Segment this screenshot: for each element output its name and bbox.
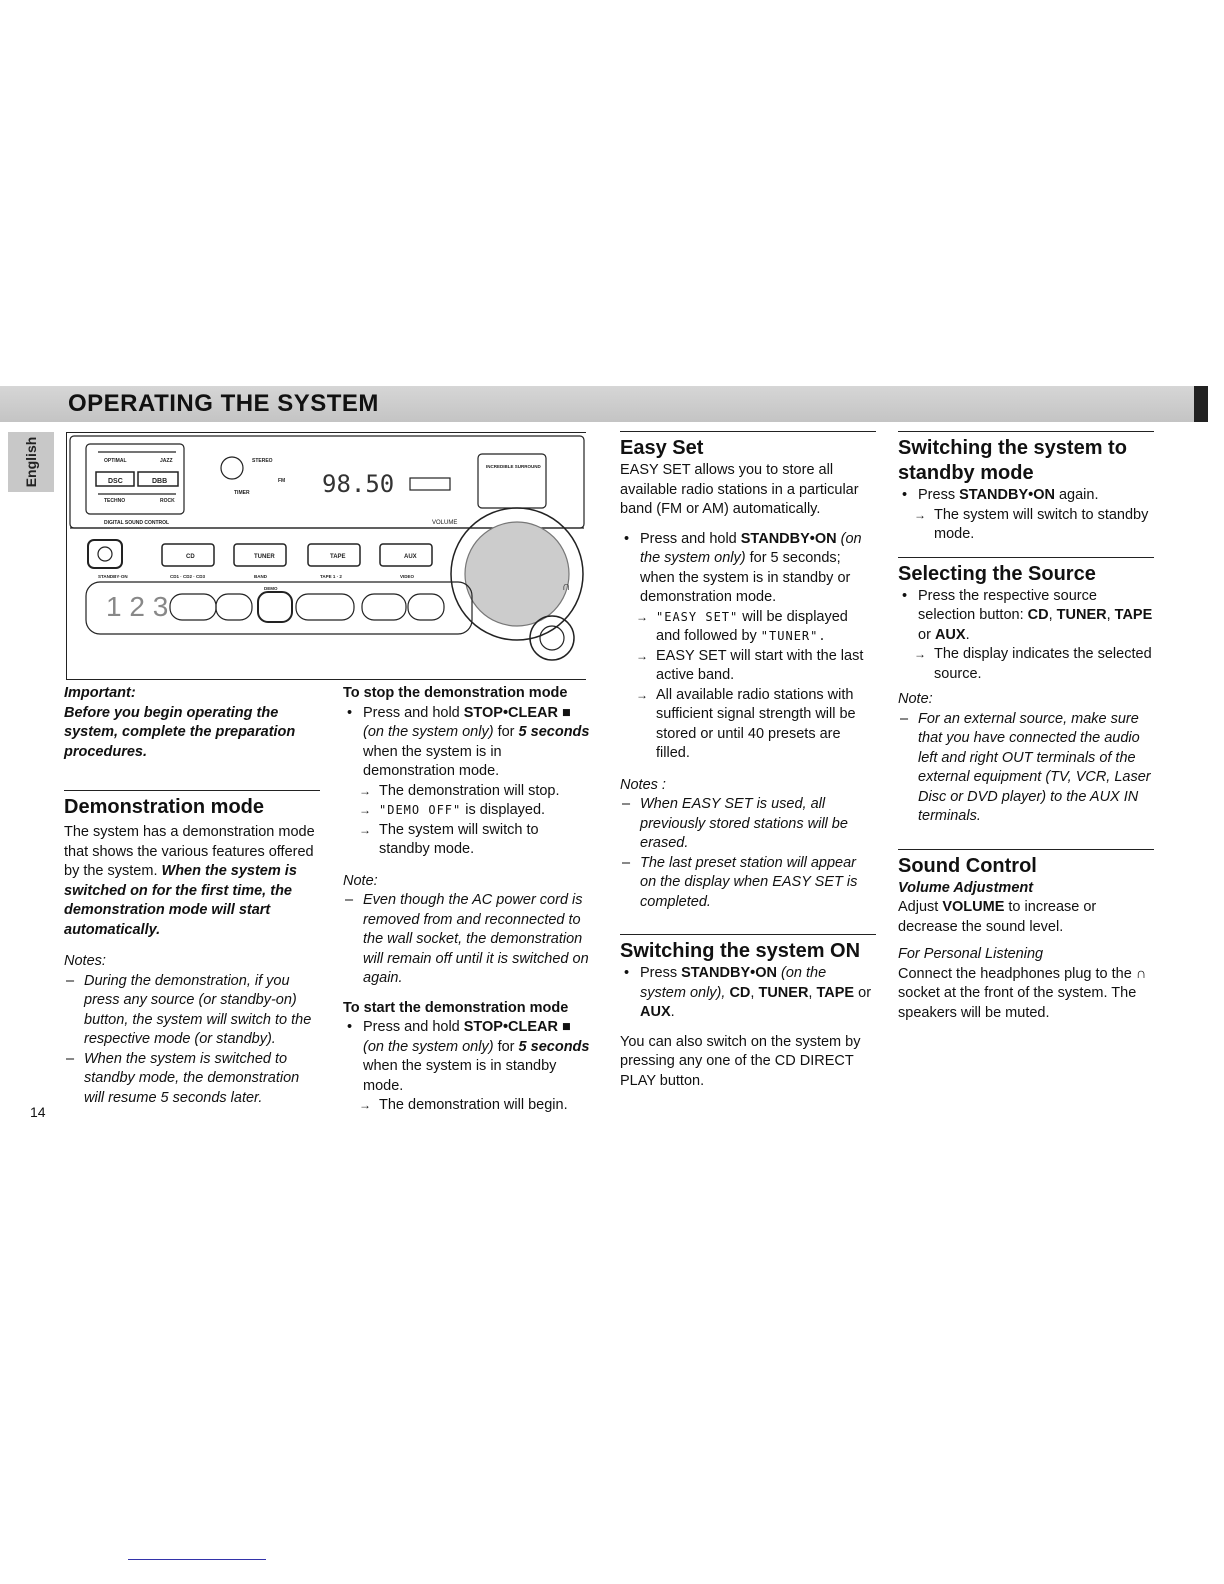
button-tape: TAPE xyxy=(330,554,346,560)
cd-sublabel: CD1 · CD2 · CD3 xyxy=(170,574,206,579)
standby-heading: Switching the system to standby mode xyxy=(898,437,1127,484)
display-digits: 98.50 xyxy=(322,470,395,498)
surround-label: INCREDIBLE SURROUND xyxy=(486,464,541,469)
device-illustration xyxy=(66,432,596,680)
stop-note-label: Note: xyxy=(343,872,378,889)
standby-sublabel: STANDBY·ON xyxy=(98,574,128,579)
stop-step: • Press and hold STOP•CLEAR ■ (on the system only) for 5 seconds when the system is in demonstration mode. xyxy=(343,704,591,782)
column-2 xyxy=(343,684,591,1116)
demo-label: DEMO xyxy=(264,586,278,591)
easy-note-1: – When EASY SET is used, all previously stored stations will be erased. xyxy=(620,795,876,854)
sound-heading-rule xyxy=(898,849,1154,879)
button-aux: AUX xyxy=(404,554,417,560)
personal-subheading: For Personal Listening xyxy=(898,946,1044,962)
standby-result: → The system will switch to standby mode. xyxy=(898,506,1154,545)
source-result: → The display indicates the selected source. xyxy=(898,645,1154,684)
demo-note-2: – When the system is switched to standby mode, the demonstration will resume 5 seconds later. xyxy=(64,1050,320,1109)
source-step: • Press the respective source selection button: CD, TUNER, TAPE or AUX. xyxy=(898,587,1154,646)
band-sublabel: BAND xyxy=(254,574,267,579)
device-label-jazz: JAZZ xyxy=(160,458,173,464)
easy-result-1: → "EASY SET" will be displayed and followed by "TUNER". xyxy=(620,608,876,647)
standby-step: • Press STANDBY•ON again. xyxy=(898,486,1154,506)
footer-line xyxy=(128,1559,266,1560)
demo-text-1: The system has a demonstration mode that shows the various features offered by the system. xyxy=(64,824,315,879)
device-label-dsc: DSC xyxy=(108,478,123,485)
button-cd: CD xyxy=(186,554,195,560)
demo-note-1: – During the demonstration, if you press any source (or standby-on) button, the system will switch to the respective mode (or standby). xyxy=(64,972,320,1050)
sound-heading: Sound Control xyxy=(898,854,1037,877)
important-title: Important: xyxy=(64,685,136,701)
volume-subheading: Volume Adjustment xyxy=(898,879,1034,896)
easy-text: EASY SET allows you to store all available radio stations in a particular band (FM or AM) automatically. xyxy=(620,462,859,517)
section-banner xyxy=(0,386,1208,422)
easy-heading: Easy Set xyxy=(620,437,704,459)
easy-note-2: – The last preset station will appear on the display when EASY SET is completed. xyxy=(620,854,876,913)
column-3 xyxy=(620,431,876,1091)
start-heading: To start the demonstration mode xyxy=(343,999,569,1016)
stop-result-2: → "DEMO OFF" is displayed. xyxy=(343,801,591,821)
easy-notes-label: Notes : xyxy=(620,776,666,793)
source-heading: Selecting the Source xyxy=(898,562,1096,585)
on-heading: Switching the system ON xyxy=(620,940,861,962)
stop-result-1: → The demonstration will stop. xyxy=(343,782,591,802)
stop-result-3: → The system will switch to standby mode. xyxy=(343,821,591,860)
sound-control-label: DIGITAL SOUND CONTROL xyxy=(104,520,170,526)
button-tuner: TUNER xyxy=(254,554,275,560)
tape-sublabel: TAPE 1 · 2 xyxy=(320,574,342,579)
language-tab xyxy=(8,432,54,492)
start-result-1: → The demonstration will begin. xyxy=(343,1096,591,1116)
device-label-dbb: DBB xyxy=(152,478,168,485)
on-text: You can also switch on the system by pressing any one of the CD DIRECT PLAY button. xyxy=(620,1033,861,1089)
demo-heading: Demonstration mode xyxy=(64,796,265,818)
column-4 xyxy=(898,431,1154,1023)
stop-heading: To stop the demonstration mode xyxy=(343,685,568,701)
video-sublabel: VIDEO xyxy=(400,574,415,579)
demo-notes-label: Notes: xyxy=(64,953,106,969)
easy-result-3: → All available radio stations with sufficient signal strength will be stored or until 40 presets are filled. xyxy=(620,686,876,764)
on-step: • Press STANDBY•ON (on the system only), CD, TUNER, TAPE or AUX. xyxy=(620,964,876,1023)
source-note: – For an external source, make sure that you have connected the audio left and right OUT terminals of the external equipment (TV, VCR, Laser Disc or DVD player) to the AUX IN terminals. xyxy=(898,710,1154,827)
page-number: 14 xyxy=(30,1104,46,1120)
volume-text: Adjust VOLUME to increase or decrease the sound level. xyxy=(898,899,1097,935)
stop-note: – Even though the AC power cord is removed from and reconnected to the wall socket, the demonstration will remain off until it is switched on again. xyxy=(343,891,591,989)
fm-label: FM xyxy=(278,478,286,484)
start-step: • Press and hold STOP•CLEAR ■ (on the system only) for 5 seconds when the system is in standby mode. xyxy=(343,1018,591,1096)
headphone-icon: ∩ xyxy=(562,579,571,593)
easy-result-2: → EASY SET will start with the last active band. xyxy=(620,647,876,686)
page-title: OPERATING THE SYSTEM xyxy=(68,390,379,417)
personal-text: Connect the headphones plug to the ∩ socket at the front of the system. The speakers will be muted. xyxy=(898,965,1147,1021)
language-label: English xyxy=(23,436,39,488)
source-note-label: Note: xyxy=(898,691,933,707)
volume-label: VOLUME xyxy=(432,520,458,526)
demo-text-2: When the system is switched on for the first time, the demonstration mode will start automatically. xyxy=(64,863,297,938)
demo-heading-rule xyxy=(64,790,320,820)
easy-heading-rule xyxy=(620,431,876,461)
timer-label: TIMER xyxy=(234,490,250,496)
device-label-techno: TECHNO xyxy=(104,498,126,504)
important-text: Before you begin operating the system, complete the preparation procedures. xyxy=(64,704,296,760)
on-heading-rule xyxy=(620,934,876,964)
device-label-optimal: OPTIMAL xyxy=(104,458,127,464)
column-1 xyxy=(64,684,320,1108)
svg-text:1 2 3: 1 2 3 xyxy=(106,591,169,622)
banner-endmark xyxy=(1194,386,1208,422)
standby-heading-rule xyxy=(898,431,1154,486)
headphone-icon: ∩ xyxy=(1135,965,1147,982)
source-heading-rule xyxy=(898,557,1154,587)
device-label-rock: ROCK xyxy=(160,498,175,504)
stereo-label: STEREO xyxy=(252,458,273,464)
easy-step: • Press and hold STANDBY•ON (on the system only) for 5 seconds; when the system is in standby or demonstration mode. xyxy=(620,530,876,608)
